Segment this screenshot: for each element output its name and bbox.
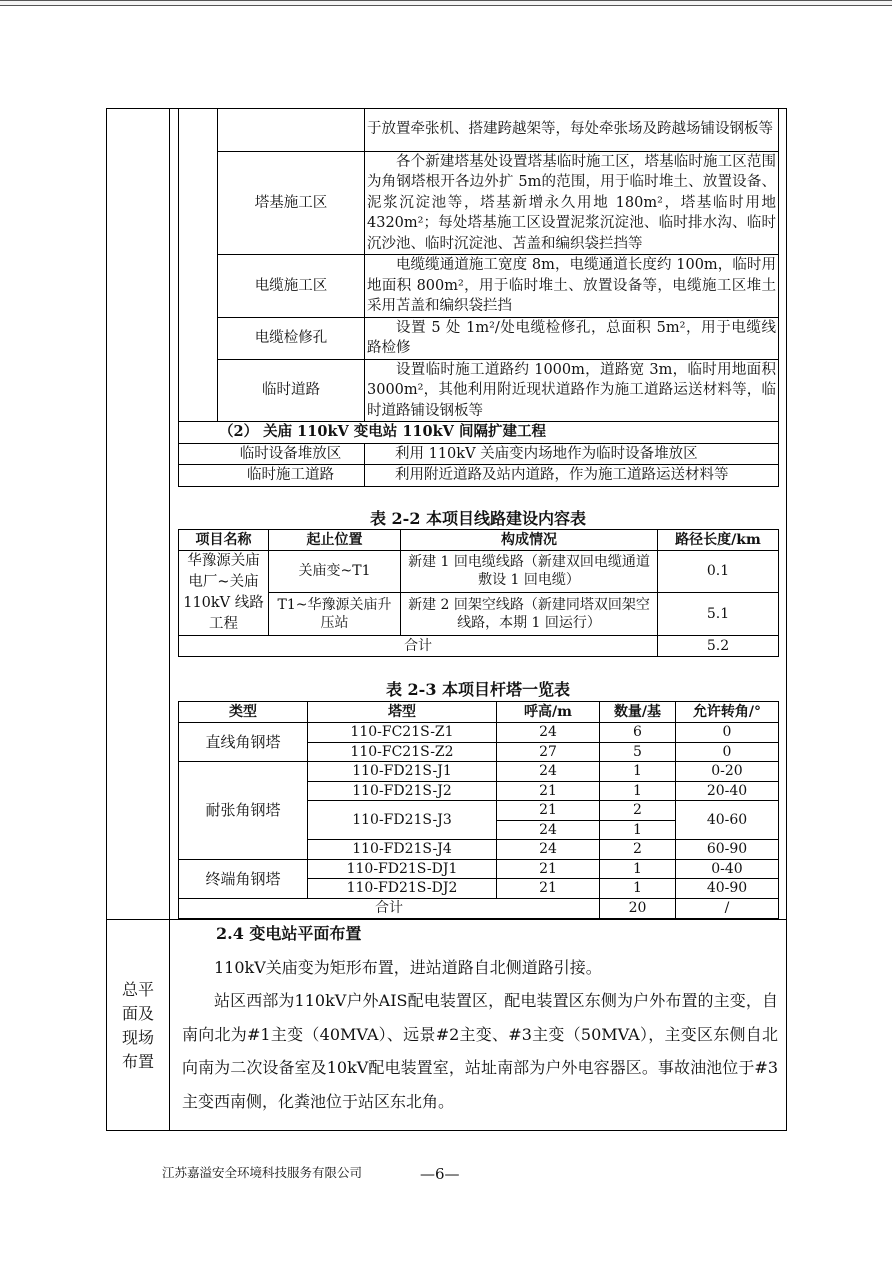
total-angle: / (676, 898, 779, 918)
route-length: 5.1 (658, 592, 779, 635)
tower-angle: 0 (676, 742, 779, 762)
tower-model: 110-FD21S-J1 (308, 762, 497, 782)
subproject-title: （2） 关庙 110kV 变电站 110kV 间隔扩建工程 (179, 422, 779, 444)
table-header: 类型 (179, 702, 308, 723)
table-2-2-caption: 表 2-2 本项目线路建设内容表 (369, 509, 587, 528)
tower-model: 110-FC21S-Z1 (308, 723, 497, 743)
tower-model: 110-FD21S-J2 (308, 781, 497, 801)
side-label-line: 面及 (121, 1003, 154, 1023)
tower-height: 21 (497, 801, 600, 821)
route-position: T1~华豫源关庙升压站 (269, 592, 401, 635)
table-header: 塔型 (308, 702, 497, 723)
total-length: 5.2 (658, 636, 779, 657)
total-label: 合计 (179, 636, 658, 657)
tower-height: 21 (497, 781, 600, 801)
area-desc: 利用 110kV 关庙变内场地作为临时设备堆放区 (365, 443, 779, 465)
tower-model: 110-FD21S-J4 (308, 840, 497, 860)
table-2-3-caption: 表 2-3 本项目杆塔一览表 (385, 680, 571, 699)
tower-count: 2 (600, 801, 676, 821)
area-desc: 各个新建塔基处设置塔基临时施工区，塔基临时施工区范围为角钢塔根开各边外扩 5m的范围，用于临时堆土、放置设备、泥浆沉淀池等，塔基新增永久用地 180m²，塔基临时用地4320m²；每处塔基施工区设置泥浆沉淀池、临时排水沟、临时沉沙池、临时沉淀池、苫盖和编织袋拦挡等 (365, 151, 779, 255)
area-name: 塔基施工区 (218, 151, 365, 255)
tower-height: 21 (497, 879, 600, 899)
tower-angle: 60-90 (676, 840, 779, 860)
route-description: 新建 1 回电缆线路（新建双回电缆通道敷设 1 回电缆） (401, 551, 658, 593)
tower-height: 24 (497, 762, 600, 782)
area-desc: 利用附近道路及站内道路，作为施工道路运送材料等 (365, 465, 779, 487)
section-side-label (106, 920, 170, 1131)
tower-model: 110-FD21S-J3 (308, 801, 497, 840)
area-desc: 电缆缆通道施工宽度 8m，电缆通道长度约 100m，临时用地面积 800m²，用于临时堆土、放置设备等，电缆施工区堆土采用苫盖和编织袋拦挡 (365, 255, 779, 318)
tower-angle: 40-60 (676, 801, 779, 840)
section-paragraph-2: 站区西部为110kV户外AIS配电装置区，配电装置区东侧为户外布置的主变，自南向北为#1主变（40MVA）、远景#2主变、#3主变（50MVA），主变区东侧自北向南为二次设备室及10kV配电装置室，站址南部为户外电容器区。事故油池位于#3主变西南侧，化粪池位于站区东北角。 (182, 991, 778, 1111)
tower-height: 24 (497, 820, 600, 840)
tower-model: 110-FD21S-DJ1 (308, 859, 497, 879)
tower-height: 21 (497, 859, 600, 879)
tower-height: 24 (497, 723, 600, 743)
page-number: —6— (420, 1165, 460, 1183)
tower-angle: 0-20 (676, 762, 779, 782)
section-title: 2.4 变电站平面布置 (216, 924, 362, 943)
tower-height: 24 (497, 840, 600, 860)
table-2-2 (178, 529, 779, 657)
area-name: 临时设备堆放区 (179, 443, 365, 465)
area-desc: 于放置牵张机、搭建跨越架等，每处牵张场及跨越场铺设钢板等 (365, 108, 779, 151)
section-paragraph-1: 110kV关庙变为矩形布置，进站道路自北侧道路引接。 (214, 958, 602, 977)
tower-angle: 0 (676, 723, 779, 743)
table-header: 路径长度/km (658, 530, 779, 551)
tower-count: 5 (600, 742, 676, 762)
tower-count: 1 (600, 820, 676, 840)
tower-angle: 0-40 (676, 859, 779, 879)
tower-type: 直线角钢塔 (179, 723, 308, 762)
table-header: 项目名称 (179, 530, 269, 551)
tower-model: 110-FD21S-DJ2 (308, 879, 497, 899)
tower-count: 2 (600, 840, 676, 860)
tower-type: 耐张角钢塔 (179, 762, 308, 860)
route-position: 关庙变~T1 (269, 551, 401, 593)
side-label-line: 现场 (121, 1027, 154, 1047)
tower-angle: 20-40 (676, 781, 779, 801)
tower-height: 27 (497, 742, 600, 762)
footer-company: 江苏嘉溢安全环境科技服务有限公司 (162, 1165, 363, 1180)
area-name: 临时施工道路 (179, 465, 365, 487)
side-label-line: 布置 (121, 1051, 154, 1071)
area-name: 电缆施工区 (218, 255, 365, 318)
tower-angle: 40-90 (676, 879, 779, 899)
table-header: 呼高/m (497, 702, 600, 723)
table-2-3 (178, 701, 779, 919)
total-label: 合计 (179, 898, 600, 918)
tower-type: 终端角钢塔 (179, 859, 308, 898)
tower-count: 1 (600, 879, 676, 899)
tower-count: 6 (600, 723, 676, 743)
page-top-border (0, 0, 892, 6)
table-header: 数量/基 (600, 702, 676, 723)
frame-section-divider (106, 919, 787, 920)
table-header: 构成情况 (401, 530, 658, 551)
tower-count: 1 (600, 781, 676, 801)
area-name: 电缆检修孔 (218, 317, 365, 359)
area-name (218, 108, 365, 151)
tower-model: 110-FC21S-Z2 (308, 742, 497, 762)
table-header: 起止位置 (269, 530, 401, 551)
project-name: 华豫源关庙电厂~关庙 110kV 线路工程 (179, 551, 269, 636)
construction-area-table (178, 108, 779, 487)
area-desc: 设置临时施工道路约 1000m，道路宽 3m，临时用地面积3000m²，其他利用附近现状道路作为施工道路运送材料等，临时道路铺设钢板等 (365, 359, 779, 422)
side-label-line: 总平 (121, 979, 154, 999)
total-count: 20 (600, 898, 676, 918)
tower-count: 1 (600, 762, 676, 782)
route-length: 0.1 (658, 551, 779, 593)
area-desc: 设置 5 处 1m²/处电缆检修孔，总面积 5m²，用于电缆线路检修 (365, 317, 779, 359)
route-description: 新建 2 回架空线路（新建同塔双回架空线路，本期 1 回运行） (401, 592, 658, 635)
table-header: 允许转角/° (676, 702, 779, 723)
area-name: 临时道路 (218, 359, 365, 422)
tower-count: 1 (600, 859, 676, 879)
